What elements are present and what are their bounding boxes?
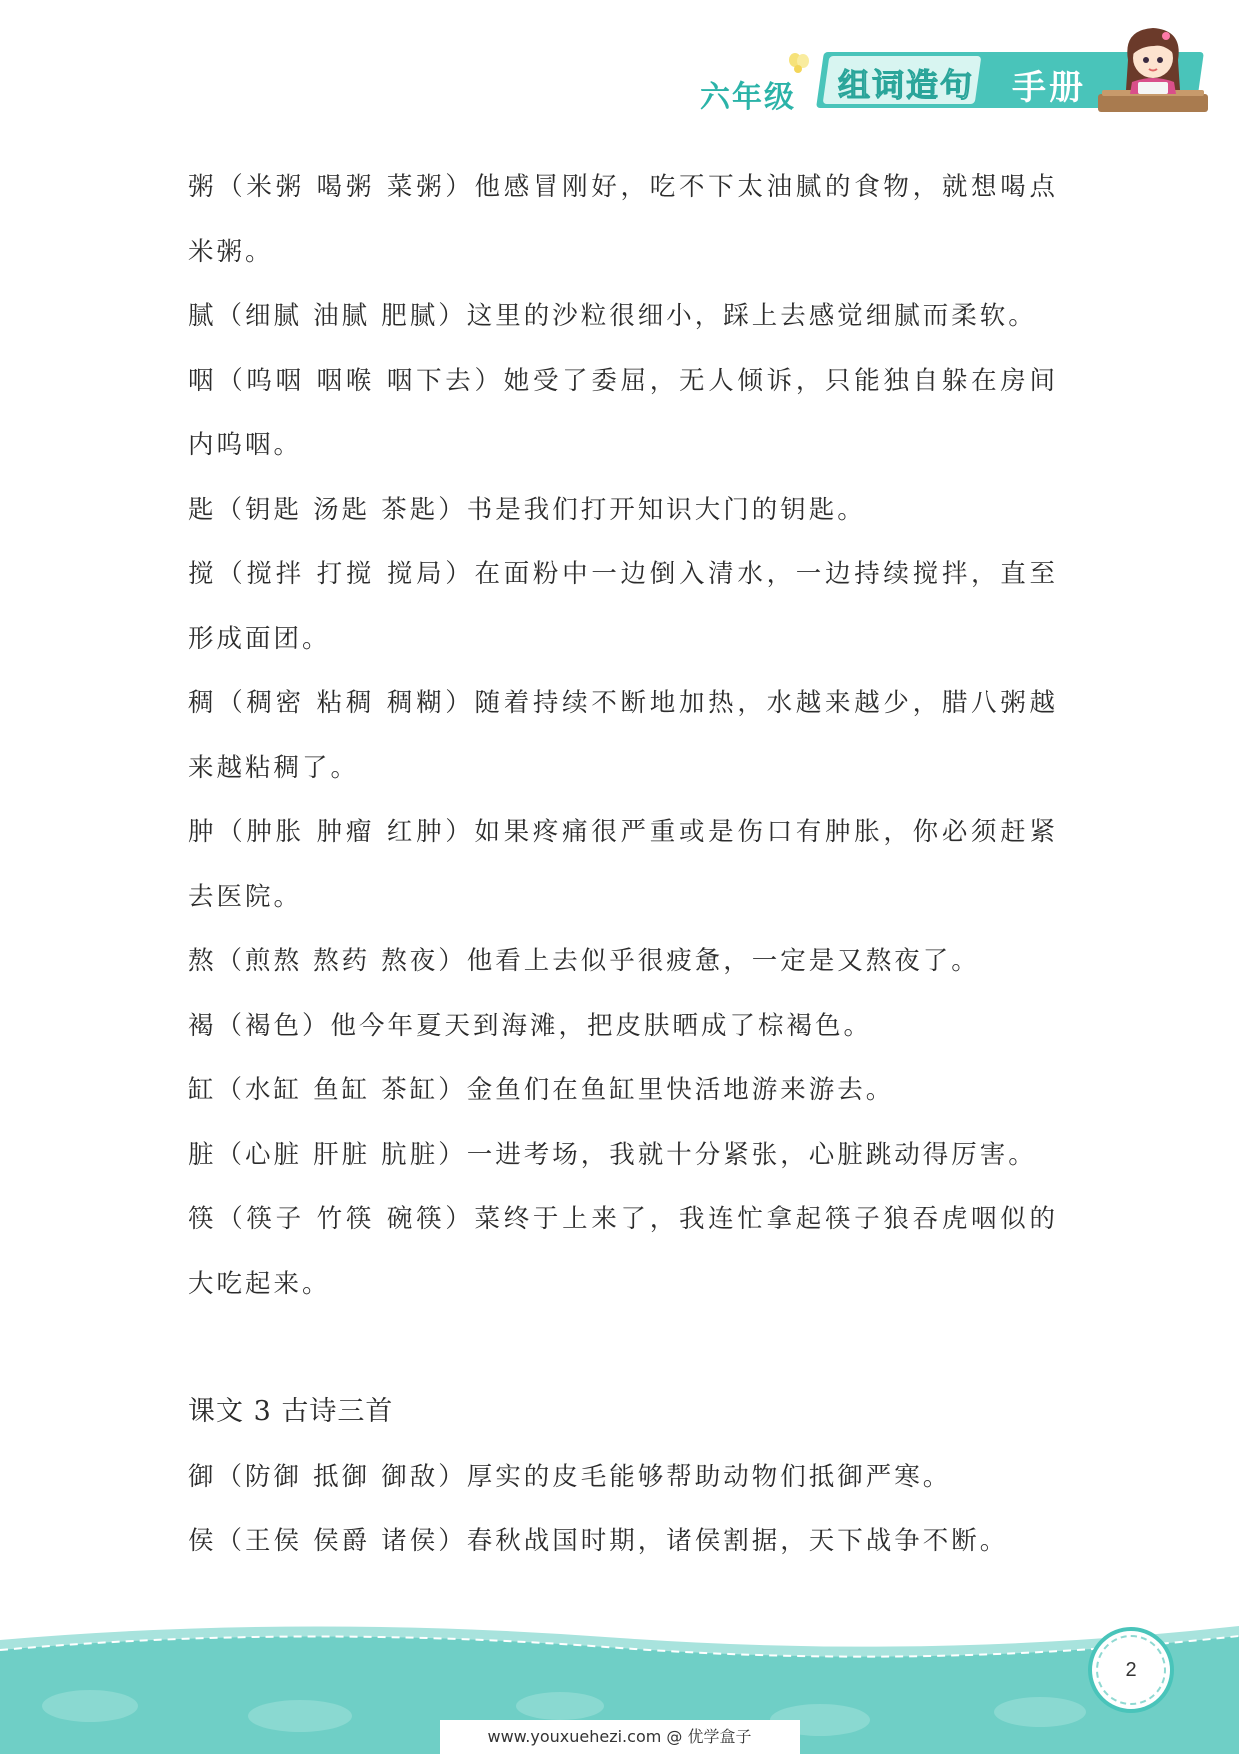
entry-words: （呜咽 咽喉 咽下去） [217, 365, 504, 396]
entry-words: （肿胀 肿瘤 红肿） [217, 817, 475, 847]
entry-sentence: 一进考场，我就十分紧张，心脏跳动得厉害。 [466, 1139, 1037, 1170]
entry-sentence: 他看上去似乎很疲惫，一定是又熬夜了。 [466, 946, 980, 976]
handbook-subtitle: 手册 [1012, 68, 1086, 108]
entry-words: （米粥 喝粥 菜粥） [217, 172, 475, 202]
entry-character: 粥 [188, 172, 218, 202]
entry-chou [188, 671, 1058, 800]
entry-character: 筷 [188, 1204, 218, 1234]
entry-words: （褐色） [216, 1010, 331, 1041]
butterfly-icon [788, 52, 810, 74]
entry-kuai [188, 1187, 1058, 1316]
site-footer-text: www.youxuehezi.com @ 优学盒子 [487, 1727, 752, 1746]
entry-character: 腻 [188, 301, 217, 331]
entry-zhong [188, 800, 1058, 929]
entry-character: 匙 [188, 494, 217, 525]
entry-zhou [188, 155, 1058, 284]
entry-sentence: 春秋战国时期，诸侯割据，天下战争不断。 [466, 1526, 1009, 1556]
entry-words: （王侯 侯爵 诸侯） [216, 1526, 467, 1556]
entry-sentence: 金鱼们在鱼缸里快活地游来游去。 [466, 1075, 895, 1105]
entry-sentence: 他感冒刚好，吃不下太油腻的食物，就想喝点米粥。 [188, 172, 1058, 267]
main-content [188, 155, 1058, 1574]
entry-sentence: 如果疼痛很严重或是伤口有肿胀，你必须赶紧去医院。 [188, 817, 1058, 912]
entry-sentence: 菜终于上来了，我连忙拿起筷子狼吞虎咽似的大吃起来。 [188, 1204, 1058, 1299]
page-number: 2 [1088, 1627, 1174, 1713]
entry-sentence: 书是我们打开知识大门的钥匙。 [466, 494, 866, 525]
page-header [0, 0, 1239, 120]
entry-words: （细腻 油腻 肥腻） [216, 301, 467, 331]
entry-zang [188, 1123, 1058, 1188]
entry-character: 褐 [188, 1010, 217, 1041]
entry-words: （煎熬 熬药 熬夜） [216, 946, 467, 976]
entry-character: 侯 [188, 1526, 217, 1556]
entry-sentence: 随着持续不断地加热，水越来越少，腊八粥越来越粘稠了。 [188, 688, 1058, 783]
entry-character: 缸 [188, 1075, 217, 1105]
entry-character: 咽 [188, 365, 218, 396]
entry-gang [188, 1058, 1058, 1123]
entry-sentence: 这里的沙粒很细小，踩上去感觉细腻而柔软。 [466, 301, 1037, 331]
entry-hou [188, 1509, 1058, 1574]
entry-sentence: 她受了委屈，无人倾诉，只能独自躲在房间内呜咽。 [188, 365, 1058, 460]
handbook-title: 组词造句 [838, 66, 975, 104]
entry-yan [188, 349, 1058, 478]
entry-sentence: 他今年夏天到海滩，把皮肤晒成了棕褐色。 [330, 1010, 873, 1041]
entry-sentence: 厚实的皮毛能够帮助动物们抵御严寒。 [466, 1461, 952, 1492]
entry-words: （防御 抵御 御敌） [216, 1461, 467, 1492]
entry-ni [188, 284, 1058, 349]
entry-words: （稠密 粘稠 稠糊） [217, 688, 475, 718]
entry-he [188, 994, 1058, 1059]
section-spacer [188, 1316, 1058, 1380]
girl-reading-icon [1098, 20, 1208, 112]
entry-words: （筷子 竹筷 碗筷） [217, 1204, 475, 1234]
entry-character: 脏 [188, 1139, 217, 1170]
entry-words: （搅拌 打搅 搅局） [217, 559, 475, 589]
entry-words: （水缸 鱼缸 茶缸） [216, 1075, 467, 1105]
entry-yu [188, 1445, 1058, 1510]
lesson-title: 课文 3 古诗三首 [188, 1396, 394, 1427]
entry-chi [188, 478, 1058, 543]
entry-character: 肿 [188, 817, 218, 847]
entry-character: 御 [188, 1461, 217, 1492]
entry-words: （心脏 肝脏 肮脏） [216, 1139, 467, 1170]
entry-words: （钥匙 汤匙 茶匙） [216, 494, 467, 525]
entry-character: 熬 [188, 946, 217, 976]
grade-label: 六年级 [700, 80, 796, 115]
entry-sentence: 在面粉中一边倒入清水，一边持续搅拌，直至形成面团。 [188, 559, 1058, 654]
entry-jiao [188, 542, 1058, 671]
entry-character: 搅 [188, 559, 218, 589]
entry-ao [188, 929, 1058, 994]
entry-character: 稠 [188, 688, 218, 718]
